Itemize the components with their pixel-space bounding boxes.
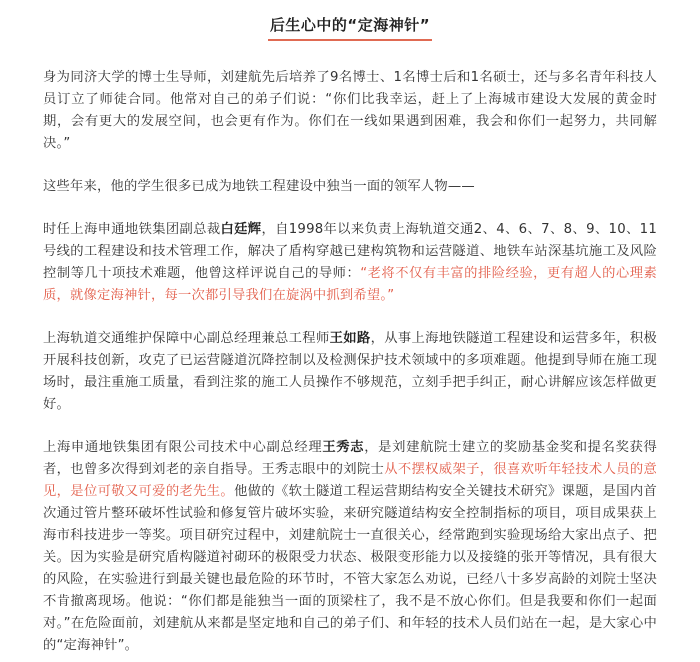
student-name: 白廷辉 (220, 222, 262, 237)
paragraph-text: ，是刘建航院士建立的奖励基金奖和提名奖获得者，也曾多次得到刘老的亲自指导。王秀志眼中的刘院士 (43, 440, 658, 477)
student-name: 王秀志 (322, 440, 365, 455)
paragraph-wang-xiuzhi (43, 437, 657, 657)
article-title: 后生心中的“定海神针” (268, 15, 432, 41)
paragraph-text: ，从事上海地铁隧道工程建设和运营多年，积极开展科技创新，攻克了已运营隧道沉降控制以及检测保护技术领域中的多项难题。他提到导师在施工现场时，最注重施工质量，看到注浆的施工人员操作不够规范，立刻手把手纠正，耐心讲解应该怎样做更好。 (43, 331, 658, 412)
title-container (43, 0, 657, 50)
paragraph-students-intro: 这些年来，他的学生很多已成为地铁工程建设中独当一面的领军人物—— (43, 179, 475, 194)
highlighted-quote: “老将不仅有丰富的排险经验，更有超人的心理素质，就像定海神针，每一次都引导我们在旋涡中抓到希望。” (43, 266, 657, 303)
paragraph-text: ，自1998年以来负责上海轨道交通2、4、6、7、8、9、10、11号线的工程建设和技术管理工作，解决了盾构穿越已建构筑物和运营隧道、地铁车站深基坑施工及风险控制等几十项技术难题，他曾这样评说自己的导师： (43, 222, 657, 281)
paragraph-mentorship: 身为同济大学的博士生导师，刘建航先后培养了9名博士、1名博士后和1名硕士，还与多名青年科技人员订立了师徒合同。他常对自己的弟子们说：“你们比我幸运，赶上了上海城市建设大发展的黄金时期，会有更大的发展空间，也会更有作为。你们在一线如果遇到困难，我会和你们一起努力，共同解决。” (43, 70, 657, 151)
student-name: 王如路 (329, 331, 371, 346)
paragraph-text: 上海申通地铁集团有限公司技术中心副总经理 (43, 440, 323, 455)
paragraph-text: 上海轨道交通维护保障中心副总经理兼总工程师 (43, 331, 330, 346)
paragraph-bai-tinghui (43, 219, 657, 307)
paragraph-text: 时任上海申通地铁集团副总裁 (43, 222, 221, 237)
highlighted-quote: 从不摆权威架子，很喜欢听年轻技术人员的意见，是位可敬又可爱的老先生。 (43, 462, 658, 499)
paragraph-wang-rulu (43, 328, 657, 416)
paragraph-text: 他做的《软土隧道工程运营期结构安全关键技术研究》课题，是国内首次通过管片整环破坏性试验和修复管片破坏实验，来研究隧道结构安全控制指标的项目，项目成果获上海市科技进步一等奖。项目研究过程中，刘建航院士一直很关心，经常跑到实验现场给大家出点子、把关。因为实验是研究盾构隧道衬砌环的极限受力状态、极限变形能力以及接缝的张开等情况，具有很大的风险，在实验进行到最关键也最危险的环节时，不管大家怎么劝说，已经八十多岁高龄的刘院士坚决不肯撤离现场。他说：“你们都是能独当一面的顶梁柱了，我不是不放心你们。但是我要和你们一起面对。”在危险面前，刘建航从来都是坚定地和自己的弟子们、和年轻的技术人员们站在一起，是大家心中的“定海神针”。 (43, 484, 657, 653)
